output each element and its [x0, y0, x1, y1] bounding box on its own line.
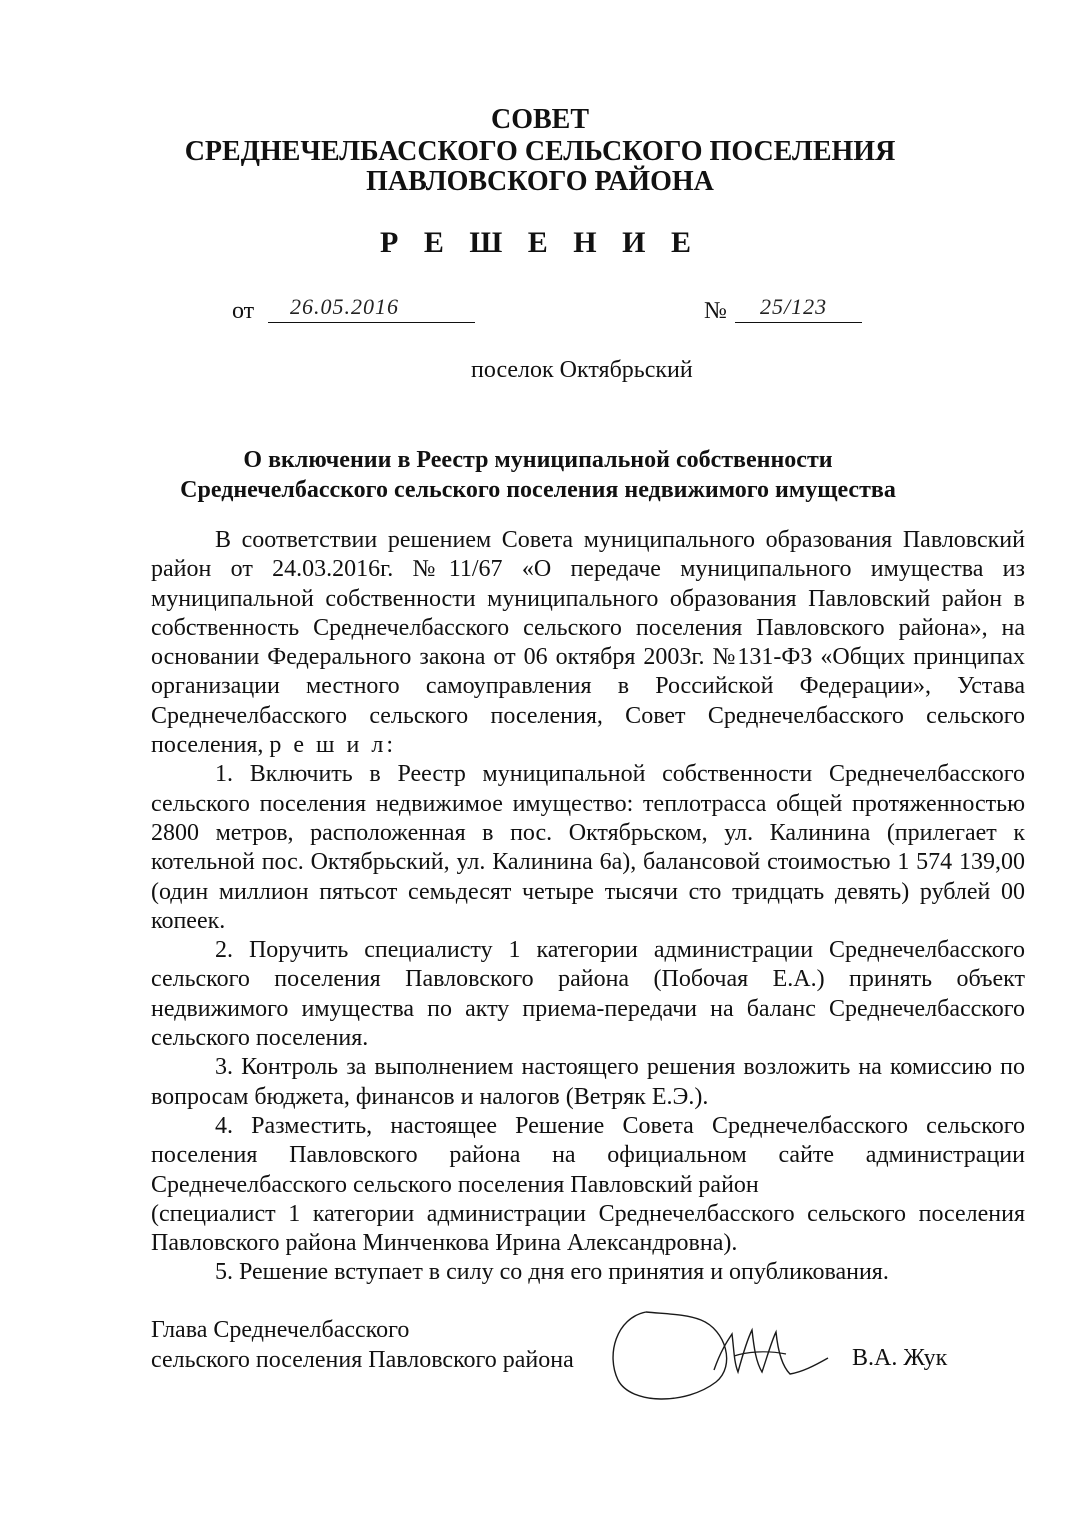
document-title: Р Е Ш Е Н И Е — [380, 226, 700, 259]
date-handwritten: 26.05.2016 — [290, 294, 399, 319]
number-handwritten: 25/123 — [760, 294, 828, 319]
header-council: СОВЕТ — [490, 104, 590, 135]
signatory-name: В.А. Жук — [852, 1345, 948, 1371]
document-body — [151, 526, 1025, 1288]
subject-line-1: О включении в Реестр муниципальной собственности — [243, 447, 833, 473]
date-prefix: от — [232, 298, 255, 324]
handwritten-signature — [606, 1300, 846, 1410]
position-line-2: сельского поселения Павловского района — [151, 1347, 574, 1373]
place-of-issue: поселок Октябрьский — [471, 357, 693, 383]
subject-line-2: Среднечелбасского сельского поселения недвижимого имущества — [180, 477, 896, 503]
signatory-position — [151, 1315, 574, 1375]
decided-word: р е ш и л: — [269, 732, 397, 759]
item-4-continuation: (специалист 1 категории администрации Среднечелбасского сельского поселения Павловского района Минченкова Ирина Александровна). — [151, 1200, 1025, 1257]
number-prefix: № — [704, 298, 727, 324]
item-2: 2. Поручить специалисту 1 категории администрации Среднечелбасского сельского поселения Павловского района (Побочая Е.А.) принять объект недвижимого имущества по акту приема-передачи на баланс Среднечелбасского сельского поселения. — [151, 937, 1025, 1052]
header-settlement: СРЕДНЕЧЕЛБАССКОГО СЕЛЬСКОГО ПОСЕЛЕНИЯ — [184, 136, 896, 167]
position-line-1: Глава Среднечелбасского — [151, 1317, 410, 1343]
preamble-paragraph — [151, 526, 1025, 760]
preamble-text: В соответствии решением Совета муниципального образования Павловский район от 24.03.2016г. №11/67 «О передаче муниципального имущества из муниципальной собственности муниципального образования Павловский район в собственность Среднечелбасского сельского поселения Павловского района», на основании Федерального закона от 06 октября 2003г. №131-ФЗ «Общих принципах организации местного самоуправления в Российской Федерации», Устава Среднечелбасского сельского поселения, Совет Среднечелбасского сельского поселения, — [151, 527, 1025, 759]
item-1: 1. Включить в Реестр муниципальной собственности Среднечелбасского сельского поселения недвижимое имущество: теплотрасса общей протяженностью 2800 метров, расположенная в пос. Октябрьском, ул. Калинина (прилегает к котельной пос. Октябрьский, ул. Калинина 6а), балансовой стоимостью 1 574 139,00 (один миллион пятьсот семьдесят четыре тысячи сто тридцать девять) рублей 00 копеек. — [151, 761, 1025, 934]
item-3: 3. Контроль за выполнением настоящего решения возложить на комиссию по вопросам бюджета, финансов и налогов (Ветряк Е.Э.). — [151, 1054, 1025, 1110]
header-district: ПАВЛОВСКОГО РАЙОНА — [366, 166, 714, 197]
item-4: 4. Разместить, настоящее Решение Совета Среднечелбасского сельского поселения Павловского района на официальном сайте администрации Среднечелбасского сельского поселения Павловский район — [151, 1112, 1025, 1198]
item-5: 5. Решение вступает в силу со дня его принятия и опубликования. — [215, 1259, 889, 1286]
